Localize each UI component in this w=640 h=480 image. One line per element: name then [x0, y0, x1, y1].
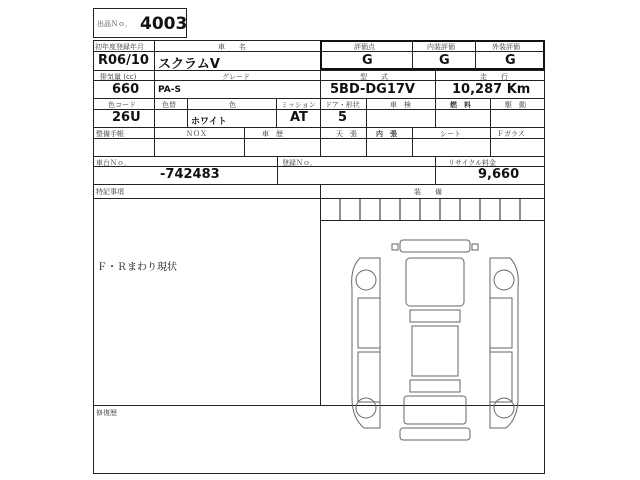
- chassis-value: -742483: [160, 167, 220, 182]
- car-name-value: スクラムV: [158, 57, 220, 72]
- recycle-label: リサイクル料金: [448, 159, 497, 167]
- diagram-left-front-door: [358, 298, 380, 348]
- diagram-right-rear-wheel: [494, 398, 514, 418]
- maintenance-label: 整備手帳: [96, 130, 124, 138]
- diagram-left-rear-door: [358, 352, 380, 402]
- drive-label: 駆 動: [505, 101, 526, 109]
- lot-number-box: [93, 8, 187, 38]
- displacement-value: 660: [112, 82, 140, 97]
- vehicle-damage-diagram: [340, 228, 530, 453]
- model-value: 5BD-DG17V: [330, 82, 415, 97]
- seat-label: シート: [440, 130, 461, 138]
- lot-number: 4003: [140, 14, 188, 34]
- color-value: ホワイト: [191, 117, 227, 127]
- door-shape-label: ドア・形状: [325, 101, 360, 109]
- exterior-score-label: 外装評価: [492, 43, 520, 51]
- grade-value: PA-S: [158, 85, 181, 95]
- diagram-right-mirror: [472, 244, 478, 250]
- score-value: G: [362, 53, 373, 68]
- mileage-value: 10,287 Km: [452, 82, 531, 97]
- door-shape-value: 5: [338, 110, 348, 125]
- equipment-label: 装 備: [414, 188, 442, 196]
- mileage-label: 走 行: [480, 73, 508, 81]
- interior-sheet-label: 内 張: [376, 130, 397, 138]
- registration-label: 登録Ｎｏ．: [282, 159, 317, 167]
- history-label: 車 歴: [262, 130, 283, 138]
- car-name-label: 車 名: [218, 43, 246, 51]
- inspection-label: 車 検: [390, 101, 411, 109]
- transmission-value: AT: [290, 110, 308, 125]
- diagram-hood: [406, 258, 464, 306]
- color-code-value: 26U: [112, 110, 141, 125]
- color-label: 色: [229, 101, 236, 109]
- diagram-left-rear-wheel: [356, 398, 376, 418]
- diagram-right-rear-door: [490, 352, 512, 402]
- score-label: 評価点: [354, 43, 375, 51]
- first-reg-value: R06/10: [98, 53, 149, 68]
- interior-score-value: G: [439, 53, 450, 68]
- notes-label: 特記事項: [96, 188, 124, 196]
- diagram-left-mirror: [392, 244, 398, 250]
- sunroof-label: 天 張: [336, 130, 357, 138]
- interior-score-label: 内装評価: [427, 43, 455, 51]
- grade-label: グレード: [222, 73, 250, 81]
- recycle-value: 9,660: [478, 167, 520, 182]
- color-code-label: 色コード: [108, 101, 136, 109]
- diagram-roof: [412, 326, 458, 376]
- diagram-rear-window: [410, 380, 460, 392]
- diagram-right-front-wheel: [494, 270, 514, 290]
- diagram-rear-bumper: [400, 428, 470, 440]
- diagram-windshield: [410, 310, 460, 322]
- repair-label: 修復歴: [96, 409, 117, 417]
- diagram-left-front-wheel: [356, 270, 376, 290]
- diagram-right-front-door: [490, 298, 512, 348]
- displacement-label: 排気量 (cc): [100, 73, 137, 81]
- f-glass-label: Ｆガラス: [497, 130, 525, 138]
- exterior-score-value: G: [505, 53, 516, 68]
- nox-label: ＮＯＸ: [186, 130, 207, 138]
- first-reg-label: 初年度登録年月: [95, 43, 144, 51]
- transmission-label: ミッション: [281, 101, 316, 109]
- lot-number-label: 出品Ｎｏ．: [97, 20, 132, 28]
- color-swap-label: 色替: [162, 101, 176, 109]
- fuel-label: 燃 料: [450, 101, 471, 109]
- diagram-rear-door: [404, 396, 466, 424]
- diagram-front-bumper: [400, 240, 470, 252]
- model-label: 型 式: [360, 73, 388, 81]
- note-text: Ｆ・Ｒまわり現状: [97, 262, 177, 273]
- chassis-label: 車台Ｎｏ．: [96, 159, 131, 167]
- equipment-grid: [320, 198, 545, 221]
